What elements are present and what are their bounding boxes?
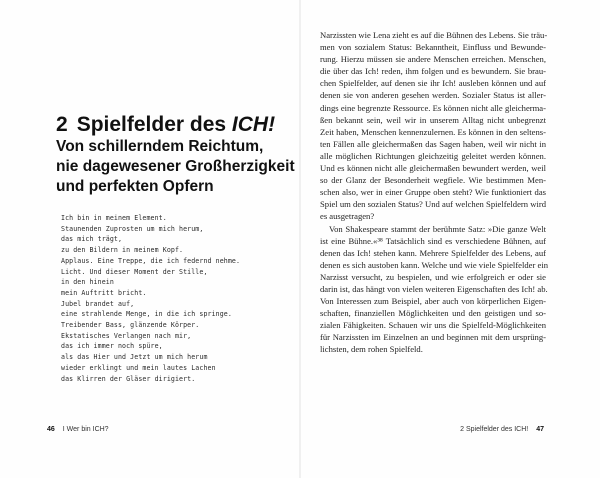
- chapter-title: Spielfelder des: [76, 113, 227, 136]
- body-line: Narzissten wie Lena zieht es auf die Bühnen des Lebens. Sie träu-: [320, 30, 548, 40]
- left-footer: [47, 425, 109, 434]
- running-head: 2 Spielfelder des ICH!: [460, 426, 529, 433]
- poem: [61, 213, 261, 384]
- body-line: Von Interessen zum Beispiel, aber auch von körperlichen Eigen-: [320, 296, 546, 307]
- body-line: darin ist, das hängt von vielen weiteren Eigenschaften des Ich! ab.: [320, 283, 548, 294]
- body-line: Von Shakespeare stammt der berühmte Satz: »Die ganze Welt: [329, 223, 546, 234]
- poem-line: Treibender Bass, glänzende Körper.: [61, 321, 200, 330]
- poem-line: Jubel brandet auf,: [61, 299, 135, 308]
- body-line: Narzisst versucht, zu bespielen, und wie erfolgreich er oder sie: [320, 271, 546, 282]
- poem-line: wieder erklingt und mein lautes Lachen: [61, 363, 216, 372]
- poem-line: das mich trägt,: [61, 235, 123, 244]
- body-line: für Narzissten im Einzelnen an und beginnen mit dem ursprüng-: [320, 332, 546, 343]
- body-line: schaften, finanziellen Möglichkeiten und den geistigen und so-: [320, 308, 546, 319]
- page-number: 46: [47, 426, 55, 433]
- body-line: lichsten, dem rohen Spielfeld.: [320, 344, 423, 355]
- right-page: [300, 0, 600, 478]
- body-line: dings eine begrenzte Ressource. Es können nicht alle gleicherma-: [320, 102, 546, 113]
- poem-line: das Klirren der Gläser dirigiert.: [61, 374, 196, 383]
- poem-line: Licht. Und dieser Moment der Stille,: [61, 267, 208, 276]
- chapter-subtitle: [56, 137, 295, 197]
- chapter-number: 2: [56, 113, 68, 136]
- body-text: [320, 29, 549, 356]
- poem-line: das ich immer noch spüre,: [61, 342, 163, 351]
- body-line: denen es sich austoben kann. Welche und wie viele Spielfelder ein: [320, 259, 549, 270]
- chapter-title-emphasis: ICH!: [231, 113, 276, 136]
- body-line: ßen bekannt sein, weil wir in unserem Alltag nicht unbegrenzt: [320, 114, 546, 125]
- body-line: men von sozialem Status: Bekanntheit, Einfluss und Bewunde-: [320, 42, 546, 53]
- body-line: ist eine Bühne.«³⁸ Tatsächlich sind es verschiedene Bühnen, auf: [320, 235, 546, 246]
- poem-line: Ich bin in meinem Element.: [61, 214, 167, 222]
- subtitle-line: nie dagewesener Großherzigkeit: [56, 158, 295, 175]
- body-line: schen also, wer in einer Gruppe oben steht? Wie funktioniert das: [320, 187, 546, 198]
- chapter-heading: [56, 112, 286, 138]
- body-line: denen sie von anderen gesehen werden. Sozialer Status ist aller-: [320, 90, 546, 101]
- poem-line: zu den Bildern in meinem Kopf.: [61, 246, 184, 255]
- body-line: chen Spielfelder, auf denen sie ihr Ich! ausleben können und auf: [320, 78, 546, 89]
- page-number: 47: [536, 426, 544, 433]
- body-line: die über das Ich! reden, ihm folgen und es bewundern. Sie brau-: [320, 66, 546, 77]
- body-line: zialen Fähigkeiten. Schauen wir uns die Spielfeld-Möglichkeiten: [320, 320, 546, 331]
- poem-line: Applaus. Eine Treppe, die ich federnd nehme.: [61, 256, 241, 265]
- body-line: Zeit haben, Menschen kennenzulernen. Es können in den seltens-: [320, 126, 546, 137]
- poem-line: Staunenden Zuprosten um mich herum,: [61, 224, 204, 233]
- poem-line: Ekstatisches Verlangen nach mir,: [61, 331, 192, 340]
- subtitle-line: und perfekten Opfern: [56, 178, 214, 195]
- body-line: denen das Ich! stehen kann. Mehrere Spielfelder des Lebens, auf: [320, 247, 546, 258]
- body-line: so der Glanz der Besonderheit wegfiele. Wie bestimmen Men-: [320, 175, 546, 186]
- body-line: rung. Hierzu müssen sie andere Menschen erreichen. Menschen,: [320, 54, 546, 65]
- subtitle-line: Von schillerndem Reichtum,: [56, 138, 264, 155]
- body-line: Spiel um den sozialen Status? Und auf welchen Spielfeldern wird: [320, 199, 546, 210]
- poem-line: in den hinein: [61, 278, 114, 287]
- running-head: I Wer bin ICH?: [62, 426, 109, 433]
- body-line: Und es können nicht alle gleichermaßen bewundert werden, weil: [320, 163, 546, 174]
- poem-line: mein Auftritt bricht.: [61, 288, 147, 297]
- poem-line: eine strahlende Menge, in die ich springe.: [61, 310, 232, 319]
- right-footer: [460, 425, 544, 434]
- body-line: ten Fällen alle gleichermaßen das Sagen haben, weil wir nicht in: [320, 138, 546, 149]
- body-line: es ausgetragen?: [320, 211, 375, 222]
- poem-line: als das Hier und Jetzt um mich herum: [61, 353, 208, 362]
- body-line: alle möglichen Richtungen gleichzeitig geleitet werden können.: [320, 150, 546, 161]
